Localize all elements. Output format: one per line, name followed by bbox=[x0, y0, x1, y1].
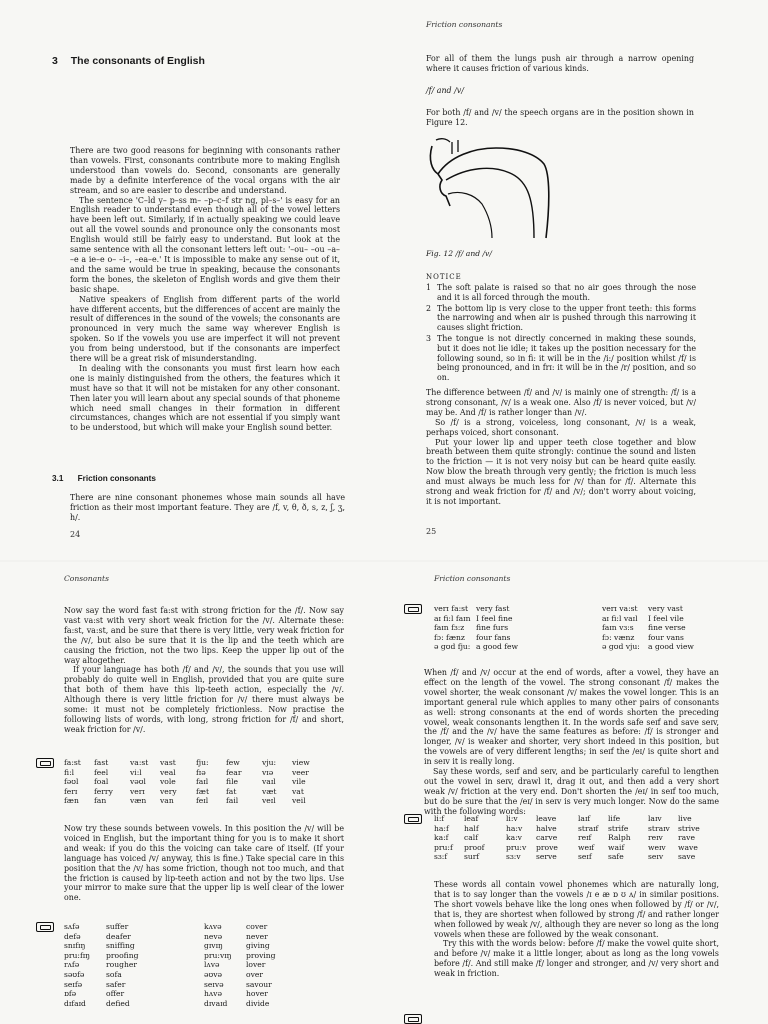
list-item: ka:f calf ka:v carve reɪf Ralph reɪv rave bbox=[434, 833, 695, 843]
word-list bbox=[434, 814, 718, 862]
section-number: 3.1 bbox=[52, 474, 64, 483]
chapter-title: The consonants of English bbox=[70, 55, 205, 67]
note-text: The soft palate is raised so that no air goes through the nose and it is all forced through the mouth. bbox=[437, 283, 696, 302]
section-body: There are nine consonant phonemes whose main sounds all have friction as their most important feature. They are /f, v, θ, ð, s, z, ʃ, ʒ, h/. bbox=[70, 493, 345, 522]
page-24 bbox=[0, 0, 384, 560]
list-item: li:f leaf li:v leave laɪf life laɪv live bbox=[434, 814, 692, 823]
paragraph: In dealing with the consonants you must first learn how each one is mainly distinguished from the others, the features which it must have so that it will not be mistaken for any other consonant. Then later you will learn about any special sounds of that phoneme which need small changes in their formation in different circumstances, changes which are not essential if you simply want to be understood, but which will make your English sound better. bbox=[70, 363, 340, 433]
section-heading bbox=[52, 474, 156, 483]
note-item bbox=[426, 283, 696, 303]
cassette-icon[interactable] bbox=[404, 814, 422, 824]
running-head: Friction consonants bbox=[434, 574, 511, 583]
list-item: fəʊl foal vəʊl vole faɪl file vaɪl vile bbox=[64, 777, 306, 787]
list-item: fɔ: fænz four fans fɔ: vænz four vans bbox=[434, 632, 684, 642]
body-text bbox=[64, 606, 344, 735]
paragraph: Now say the word fast fa:st with strong friction for the /f/. Now say vast va:st with very short weak friction for the /v/. Alternate these: fa:st, va:st, and be sure that there is very little, very weak friction for the /v/, but also be sure that it is the lip and the teeth which are causing the friction, not the two lips. Keep the upper lip out of the way altogether. bbox=[64, 606, 344, 665]
paragraph: The sentence 'C–ld y– p–ss m– –p–c–f str ng, pl–s–' is easy for an English reader to understand even though all of the vowel letters have been left out. Similarly, if in actually speaking we could leave out all the vowel sounds and pronounce only the consonants most English would still be fairly easy to understand. But look at the same sentence with all the consonant letters left out: '–ou– –ou –a– –e a ie–e o– –i–, –ea–e.' It is impossible to make any sense out of it, and the same would be true in speaking, because the consonants form the bones, the skeleton of English words and give them their basic shape. bbox=[70, 195, 340, 294]
notes-list bbox=[426, 283, 696, 384]
note-item bbox=[426, 304, 696, 333]
paragraph: So /f/ is a strong, voiceless, long consonant, /v/ is a weak, perhaps voiced, short consonant. bbox=[426, 417, 696, 437]
paragraph: These words all contain vowel phonemes which are naturally long, that is to say longer than the vowels /ɪ e æ ɒ ʊ ʌ/ in similar positions. The short vowels behave like the long ones when followed by /f/ or /v/, that is, they are shortest when followed by strong /f/ and rather longer when followed by weak /v/, although they are never so long as the long vowels when these are followed by the weak consonant. bbox=[434, 880, 719, 939]
paragraph: If your language has both /f/ and /v/, the sounds that you use will probably do quite well in English, provided that you are quite sure that both of them have this lip-teeth action, especially the /v/. Although there is very little friction for /v/ there must always be some: it must not be completely frictionless. Now practise the following lists of words, with long, strong friction for /f/ and short, weak friction for /v/. bbox=[64, 665, 344, 734]
cassette-icon[interactable] bbox=[404, 1014, 422, 1024]
running-head: Consonants bbox=[64, 574, 109, 583]
list-item: fæn fan væn van feɪl fail veɪl veil bbox=[64, 796, 306, 806]
note-text: The tongue is not directly concerned in making these sounds, but it does not lie idle; it takes up the position necessary for the following sound, so in fi: it will be in the /i:/ position whilst /f/ is being pronounced, and in frɪ: it will be in the /r/ position, and so on. bbox=[437, 333, 696, 383]
note-number: 1 bbox=[426, 283, 432, 292]
paragraph: There are two good reasons for beginning with consonants rather than vowels. First, consonants contribute more to making English understood than vowels do. Second, consonants are generally made by a definite interference of the vocal organs with the air stream, and so are easier to describe and understand. bbox=[70, 146, 340, 195]
list-item: snɪfɪŋ sniffing gɪvɪŋ giving bbox=[64, 941, 270, 951]
paragraph: The difference between /f/ and /v/ is mainly one of strength: /f/ is a strong consonant, /v/ is a weak one. Also /f/ is never voiced, but /v/ may be. And /f/ is rather longer than /v/. bbox=[426, 388, 696, 417]
page-number: 24 bbox=[70, 530, 81, 539]
paragraph: Say these words, seɪf and seɪv, and be particularly careful to lengthen out the vowel in seɪv, drawl it, drag it out, and then add a very short weak /v/ friction at the very end. Don't shorten the /eɪ/ in seɪf too much, but do be sure that the /eɪ/ in seɪv is very much longer. Now do the same with the following words: bbox=[424, 767, 719, 816]
list-item: seɪfə safer seɪvə savour bbox=[64, 979, 272, 989]
list-item: pru:fɪŋ proofing pru:vɪŋ proving bbox=[64, 950, 276, 960]
list-item: dɪfaɪd defied dɪvaɪd divide bbox=[64, 998, 270, 1008]
list-item: sʌfə suffer kʌvə cover bbox=[64, 922, 268, 931]
notice-heading: NOTICE bbox=[426, 273, 462, 281]
list-item: ha:f half ha:v halve straɪf strife straɪv strive bbox=[434, 823, 700, 833]
body-text: Now try these sounds between vowels. In this position the /v/ will be voiced in English, but the important thing for you is to make it short and weak: if you do this the voicing can take care of itself. (If your language has voiced /v/ anyway, this is fine.) Take special care in this position that the /v/ has some friction, though not too much, and that the friction is caused by lip-teeth action and not by the two lips. Use your mirror to make sure that the upper lip is well clear of the lower one. bbox=[64, 824, 344, 903]
list-item: defə deafer nevə never bbox=[64, 931, 268, 941]
list-item: rʌfə rougher lʌvə lover bbox=[64, 960, 266, 970]
list-item: pru:f proof pru:v prove weɪf waif weɪv wave bbox=[434, 842, 698, 852]
page-27 bbox=[384, 562, 768, 1024]
chapter-body bbox=[70, 146, 340, 433]
list-item: sɜ:f surf sɜ:v serve seɪf safe seɪv save bbox=[434, 852, 696, 862]
figure-reference-text: For both /f/ and /v/ the speech organs are in the position shown in Figure 12. bbox=[426, 108, 694, 127]
page-number: 25 bbox=[426, 527, 437, 536]
word-list bbox=[64, 922, 296, 1008]
list-item: aɪ fi:l faɪn I feel fine aɪ fi:l vaɪl I feel vile bbox=[434, 613, 684, 623]
page-26 bbox=[0, 562, 384, 1024]
list-item: fi:l feel vi:l veal fɪə fear vɪə veer bbox=[64, 767, 309, 777]
list-item: fa:st fast va:st vast fju: few vju: view bbox=[64, 758, 310, 767]
list-item: ɒfə offer hʌvə hover bbox=[64, 989, 268, 999]
running-head: Friction consonants bbox=[426, 20, 503, 29]
list-item: səʊfə sofa əʊvə over bbox=[64, 969, 263, 979]
body-text bbox=[426, 388, 696, 507]
intro-text: For all of them the lungs push air through a narrow opening where it causes friction of various kinds. bbox=[426, 54, 694, 73]
list-item: verɪ fa:st very fast verɪ va:st very vast bbox=[434, 604, 683, 613]
paragraph: Native speakers of English from different parts of the world have different accents, but the differences of accent are mainly the result of differences in the sound of the vowels; the consonants are pronounced in very much the same way wherever English is spoken. So if the vowels you use are imperfect it will not prevent you from being understood, but if the consonants are imperfect there will be a great risk of misunderstanding. bbox=[70, 294, 340, 364]
figure-12-diagram bbox=[426, 134, 556, 239]
list-item: ferɪ ferry verɪ very fæt fat væt vat bbox=[64, 786, 304, 796]
note-text: The bottom lip is very close to the upper front teeth: this forms the narrowing and when air is pushed through this narrowing it causes slight friction. bbox=[437, 303, 696, 333]
chapter-heading bbox=[52, 55, 205, 67]
body-text bbox=[424, 668, 719, 817]
section-title: Friction consonants bbox=[77, 474, 156, 483]
cassette-icon[interactable] bbox=[36, 922, 54, 932]
paragraph: Put your lower lip and upper teeth close together and blow breath between them quite strongly: continue the sound and listen to the friction — it is not very noisy but can be heard quite easily. Now blow the breath through very gently; the friction is much less and must always be much less for /v/ than for /f/. Alternate this strong and weak friction for /f/ and /v/; don't worry about voicing, it is not important. bbox=[426, 437, 696, 506]
word-list bbox=[64, 758, 328, 806]
note-number: 3 bbox=[426, 333, 432, 343]
subheading: /f/ and /v/ bbox=[426, 86, 464, 95]
note-number: 2 bbox=[426, 303, 432, 313]
word-list bbox=[434, 604, 694, 652]
body-text bbox=[434, 880, 719, 979]
paragraph: When /f/ and /v/ occur at the end of words, after a vowel, they have an effect on the length of the vowel. The strong consonant /f/ makes the vowel shorter, the weak consonant /v/ makes the vowel longer. This is an important general rule which applies to many other pairs of consonants as well: strong consonants at the end of words shorten the preceding vowel, weak consonants lengthen it. In the words safe seɪf and save seɪv, the /f/ and the /v/ have the same features as before: /f/ is stronger and longer, /v/ is weaker and shorter, very short indeed in this position, but the vowels are of very different lengths; in seɪf the /eɪ/ is quite short and in seɪv it is really long. bbox=[424, 668, 719, 767]
list-item: faɪn fɜ:z fine furs faɪn vɜ:s fine verse bbox=[434, 623, 686, 633]
page-25 bbox=[384, 0, 768, 560]
paragraph: Try this with the words below: before /f/ make the vowel quite short, and before /v/ make it a little longer, about as long as the long vowels before /f/. And still make /f/ longer and stronger, and /v/ very short and weak in friction. bbox=[434, 939, 719, 979]
figure-caption: Fig. 12 /f/ and /v/ bbox=[426, 249, 492, 258]
cassette-icon[interactable] bbox=[404, 604, 422, 614]
chapter-number: 3 bbox=[52, 55, 58, 67]
cassette-icon[interactable] bbox=[36, 758, 54, 768]
note-item bbox=[426, 334, 696, 383]
list-item: ə gʊd fju: a good few ə gʊd vju: a good view bbox=[434, 642, 694, 652]
